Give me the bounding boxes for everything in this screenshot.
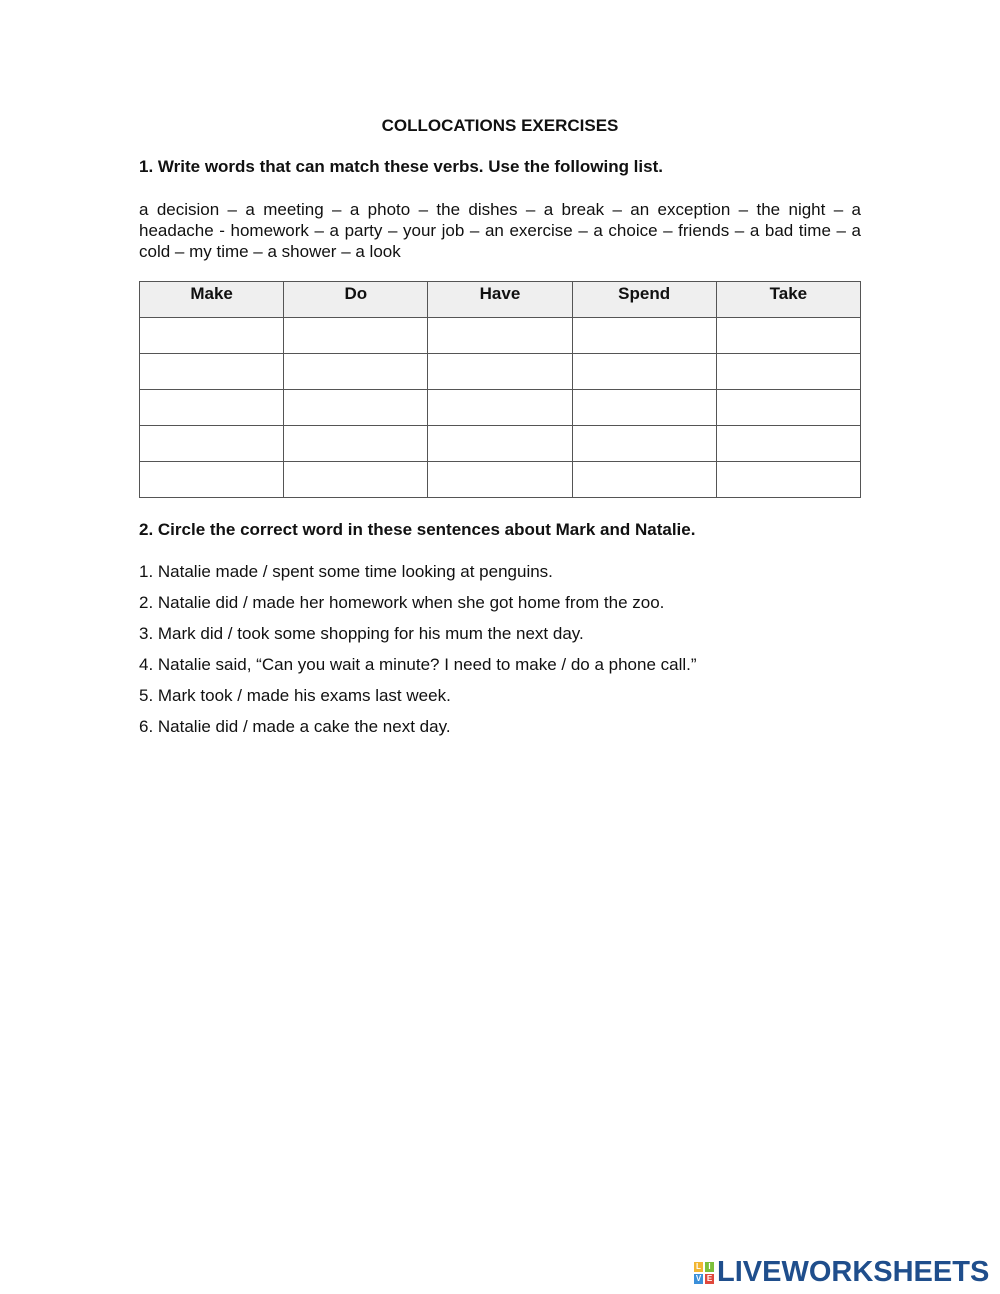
sentence-item: 2. Natalie did / made her homework when she got home from the zoo. [139, 593, 665, 612]
logo-tile: V [695, 1273, 702, 1283]
page-title: COLLOCATIONS EXERCISES [381, 116, 619, 135]
table-row [140, 462, 861, 498]
table-row [140, 426, 861, 462]
answer-cell-have[interactable] [428, 318, 572, 354]
answer-cell-make[interactable] [140, 354, 284, 390]
answer-cell-take[interactable] [716, 354, 860, 390]
column-header-have: Have [428, 282, 572, 318]
answer-cell-have[interactable] [428, 462, 572, 498]
table-row [140, 318, 861, 354]
column-header-take: Take [716, 282, 860, 318]
table-row [140, 390, 861, 426]
logo-tile: E [706, 1273, 713, 1283]
logo-tiles-icon [694, 1262, 714, 1284]
answer-cell-make[interactable] [140, 426, 284, 462]
column-header-spend: Spend [572, 282, 716, 318]
answer-cell-take[interactable] [716, 426, 860, 462]
column-header-make: Make [140, 282, 284, 318]
exercise-2-heading: 2. Circle the correct word in these sentences about Mark and Natalie. [139, 520, 696, 539]
answer-cell-take[interactable] [716, 390, 860, 426]
answer-cell-do[interactable] [284, 318, 428, 354]
answer-cell-spend[interactable] [572, 462, 716, 498]
sentence-item: 4. Natalie said, “Can you wait a minute? I need to make / do a phone call.” [139, 655, 697, 674]
answer-cell-make[interactable] [140, 390, 284, 426]
sentence-item: 1. Natalie made / spent some time looking at penguins. [139, 562, 553, 581]
table-header-row [140, 282, 861, 318]
answer-cell-spend[interactable] [572, 390, 716, 426]
table-row [140, 354, 861, 390]
answer-cell-spend[interactable] [572, 354, 716, 390]
answer-cell-make[interactable] [140, 462, 284, 498]
answer-cell-do[interactable] [284, 354, 428, 390]
answer-cell-do[interactable] [284, 426, 428, 462]
word-list: a decision – a meeting – a photo – the dishes – a break – an exception – the night – a headache - homework – a party – your job – an exercise – a choice – friends – a bad time – a cold – my time – a shower – a look [139, 200, 861, 261]
sentence-item: 6. Natalie did / made a cake the next day. [139, 717, 451, 736]
answer-cell-have[interactable] [428, 426, 572, 462]
column-header-do: Do [284, 282, 428, 318]
answer-cell-make[interactable] [140, 318, 284, 354]
liveworksheets-logo [694, 1256, 989, 1289]
exercise-1-heading: 1. Write words that can match these verbs. Use the following list. [139, 157, 663, 176]
answer-cell-have[interactable] [428, 354, 572, 390]
logo-text: LIVEWORKSHEETS [717, 1256, 990, 1288]
sentence-item: 5. Mark took / made his exams last week. [139, 686, 451, 705]
answer-cell-have[interactable] [428, 390, 572, 426]
answer-cell-spend[interactable] [572, 318, 716, 354]
answer-cell-do[interactable] [284, 390, 428, 426]
answer-cell-take[interactable] [716, 318, 860, 354]
answer-cell-take[interactable] [716, 462, 860, 498]
sentence-item: 3. Mark did / took some shopping for his mum the next day. [139, 624, 584, 643]
answer-cell-do[interactable] [284, 462, 428, 498]
logo-tile: L [694, 1262, 703, 1272]
table-body [140, 318, 861, 498]
logo-tile: I [705, 1262, 714, 1272]
sentence-list [139, 561, 697, 747]
answer-cell-spend[interactable] [572, 426, 716, 462]
collocation-table [139, 281, 861, 498]
